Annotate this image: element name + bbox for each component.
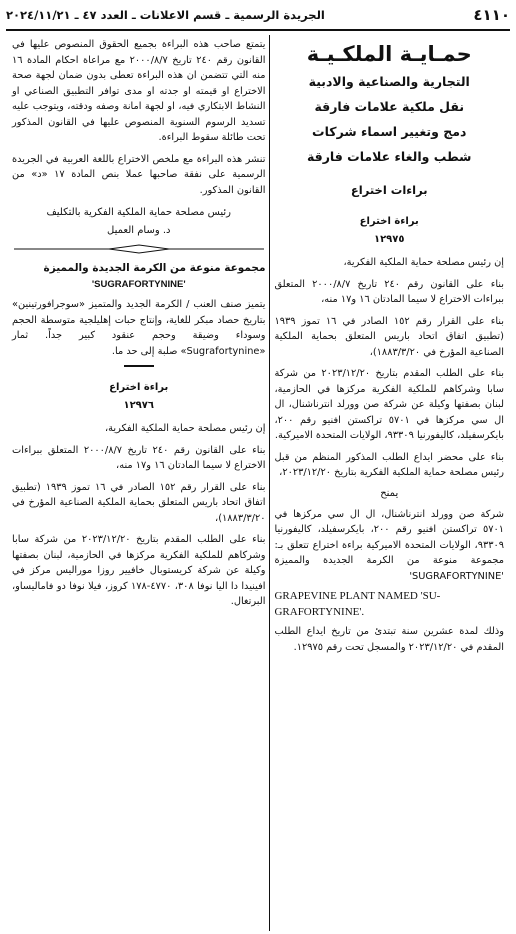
- paragraph: وذلك لمدة عشرين سنة تبتدئ من تاريخ ايداع الطلب المقدم في ٢٠٢٣/١٢/٢٠ والمسجل تحت رقم ١٢٩٧٥.: [274, 626, 504, 653]
- paragraph: بناء على الطلب المقدم بتاريخ ٢٠٢٣/١٢/٢٠ من شركة سابا وشركاهم للملكية الفكرية مركزها في الحازمية، لبنان بصفتها وكيلة عن شركة صن وورلد انترناشنال، ال ال سي مركزها في ٥٧٠١ تراكستن افنيو رقم ٢٠٠، بايكرسفيلد، كاليفورنيا ٩٣٣٠٩، الولايات المتحدة الاميركية.: [274, 368, 504, 441]
- paragraph: بناء على القرار رقم ١٥٢ الصادر في ١٦ تموز ١٩٣٩ (تطبيق اتفاق اتحاد باريس المتعلق بحماية الملكية الصناعية المؤرخ في ١٨٨٣/٣/٢٠)،: [274, 315, 504, 358]
- patent-heading: براءة اختراع: [359, 216, 419, 227]
- right-column: [270, 31, 510, 931]
- signer-name: د. وسام العميل: [107, 225, 171, 236]
- ornament-divider: [12, 244, 265, 254]
- subtitle-1: التجارية والصناعية والادبية: [308, 74, 470, 89]
- paragraph: إن رئيس مصلحة حماية الملكية الفكرية،: [343, 257, 504, 268]
- paragraph: شركة صن وورلد انترناشنال، ال ال سي مركزها في ٥٧٠١ تراكستن افنيو رقم ٢٠٠، بايكرسفيلد، كاليفورنيا ٩٣٣٠٩، الولايات المتحدة الاميركية براءة اختراع تتعلق بـ: مجموعة منوعة من الكرمة الجديدة والمميزة 'SUGRAFORTYNINE': [274, 508, 504, 582]
- page-header: [6, 4, 510, 26]
- patent-number: ١٢٩٧٥: [373, 234, 405, 245]
- section-heading: براءات اختراع: [350, 183, 428, 197]
- paragraph: بناء على محضر ايداع الطلب المذكور المنظم من قبل رئيس مصلحة حماية الملكية الفكرية بتاريخ ٢٠٢٣/١٢/٢٠،: [274, 451, 504, 478]
- paragraph: بناء على الطلب المقدم بتاريخ ٢٠٢٣/١٢/٢٠ من شركة سابا وشركاهم للملكية الفكرية مركزها في الحازمية، لبنان بصفتها وكيلة عن شركة كريستوبال خافيير روزا موراليس مركز في افينيدا دا اليا نوفا ٣٠٨، ٤٧٧٠-١٧٨ كروز، فيلا نوفا دو فاماليساو، البرتغال.: [12, 534, 266, 607]
- signer-title: رئيس مصلحة حماية الملكية الفكرية بالتكليف: [46, 207, 232, 218]
- summary-heading: مجموعة منوعة من الكرمة الجديدة والمميزة: [43, 262, 266, 274]
- summary-latin: 'SUGRAFORTYNINE': [91, 279, 186, 290]
- patent-heading: براءة اختراع: [109, 382, 169, 393]
- subtitle-2: نقل ملكية علامات فارقة: [314, 99, 465, 114]
- main-title: حمـايـة الملكـيـة: [306, 42, 472, 66]
- paragraph: بناء على القانون رقم ٢٤٠ تاريخ ٢٠٠٠/٨/٧ المتعلق ببراءات الاختراع لا سيما المادتان ١٦ و١٧ منه،: [12, 444, 266, 471]
- latin-title: GRAPEVINE PLANT NAMED 'SU-GRAFORTYNINE'.: [274, 590, 441, 618]
- column-divider: [269, 35, 270, 931]
- paragraph: بناء على القانون رقم ٢٤٠ تاريخ ٢٠٠٠/٨/٧ المتعلق ببراءات الاختراع لا سيما المادتان ١٦ و١٧ منه،: [274, 278, 504, 305]
- page-number: ٤١١٠: [473, 6, 510, 24]
- grant-word: يمنح: [380, 487, 399, 499]
- subtitle-4: شطب والغاء علامات فارقة: [306, 149, 472, 164]
- paragraph: يتمتع صاحب هذه البراءة بجميع الحقوق المنصوص عليها في القانون رقم ٢٤٠ تاريخ ٢٠٠٠/٨/٧ مع مراعاة احكام المادة ١٦ منه التي تتضمن ان هذه البراءة تعطى بدون ضمان لجهة صحة الاختراع او قيمته او جدته او مدى توافر التطبيق الصناعي او النشاط الابتكاري فيه، او لجهة امانة وصفه ودقته، ويتوجب عليه تسديد الرسوم السنوية المنصوص عليها في القانون المذكور تحت طائلة سقوط البراءة.: [12, 39, 266, 143]
- short-rule: [124, 365, 154, 367]
- paragraph: تنشر هذه البراءة مع ملخص الاختراع باللغة العربية في الجريدة الرسمية على نفقة صاحبها عملا بنص المادة ١٧ «د» من القانون المذكور.: [12, 153, 266, 196]
- paragraph: يتميز صنف العنب / الكرمة الجديد والمتميز «سوجرافورتينين» بتاريخ حصاد مبكر للغاية، وإنتاج حبات إهليلجية متوسطة الحجم وسوداء وضيقة وحجم عنقود كبير جداً. ثمار «Sugrafortynine» صلبة إلى حد ما.: [12, 299, 266, 357]
- publication-info: الجريدة الرسمية ـ قسم الاعلانات ـ العدد ٤٧ ـ ٢٠٢٤/١١/٢١: [6, 8, 325, 22]
- paragraph: إن رئيس مصلحة حماية الملكية الفكرية،: [104, 423, 266, 434]
- subtitle-3: دمج وتغيير اسماء شركات: [312, 124, 467, 139]
- left-column: [6, 31, 269, 931]
- ornament-icon: [14, 244, 264, 254]
- paragraph: بناء على القرار رقم ١٥٢ الصادر في ١٦ تموز ١٩٣٩ (تطبيق اتفاق اتحاد باريس المتعلق بحماية الملكية الصناعية المؤرخ في ١٨٨٣/٣/٢٠)،: [12, 481, 266, 524]
- patent-number: ١٢٩٧٦: [123, 400, 154, 411]
